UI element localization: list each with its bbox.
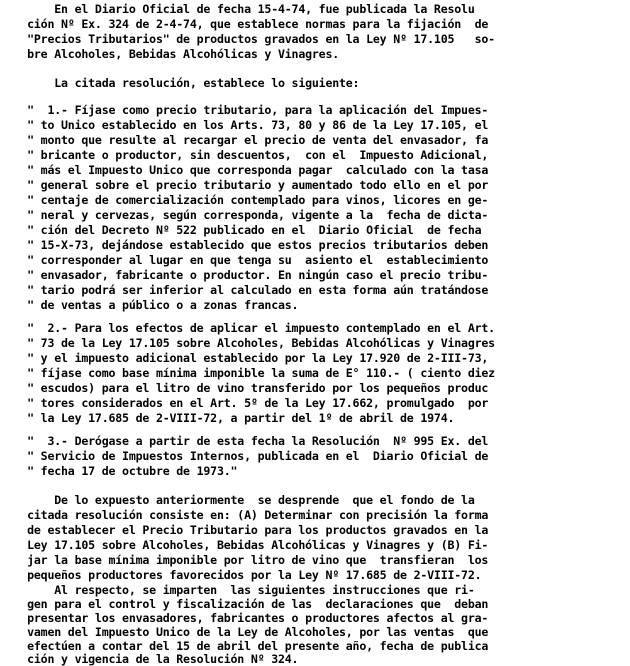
text-line: " centaje de comercialización contemplado para vinos, licores en ge-: [0, 193, 489, 207]
text-line: " 15-X-73, dejándose establecido que estos precios tributarios deben: [0, 238, 489, 252]
text-line: " fecha 17 de octubre de 1973.": [0, 464, 238, 478]
text-line: " y el impuesto adicional establecido por la Ley 17.920 de 2-III-73,: [0, 351, 489, 365]
text-line: ción y vigencia de la Resolución Nº 324.: [0, 652, 299, 666]
text-line: " general sobre el precio tributario y aumentado todo ello en el por: [0, 178, 489, 192]
text-line: " 1.- Fíjase como precio tributario, para la aplicación del Impues-: [0, 103, 489, 117]
text-line: " de ventas a público o a zonas francas.: [0, 298, 299, 312]
text-line: " envasador, fabricante o productor. En ningún caso el precio tribu-: [0, 268, 489, 282]
text-line: " más el Impuesto Unico que corresponda pagar calculado con la tasa: [0, 163, 489, 177]
text-line: jar la base mínima imponible por litro de vino que transfieran los: [0, 553, 489, 567]
text-line: " Servicio de Impuestos Internos, publicada en el Diario Oficial de: [0, 449, 489, 463]
text-line: " bricante o productor, sin descuentos, con el Impuesto Adicional,: [0, 148, 489, 162]
text-line: " 2.- Para los efectos de aplicar el impuesto contemplado en el Art.: [0, 321, 495, 335]
text-line: " corresponder al lugar en que tenga su asiento el establecimiento: [0, 253, 489, 267]
text-line: gen para el control y fiscalización de las declaraciones que deban: [0, 597, 489, 611]
text-line: bre Alcoholes, Bebidas Alcohólicas y Vinagres.: [0, 47, 340, 61]
text-line: " monto que resulte al recargar el precio de venta del envasador, fa: [0, 133, 489, 147]
text-line: De lo expuesto anteriormente se desprende que el fondo de la: [0, 493, 475, 507]
text-line: presentar los envasadores, fabricantes o productores afectos al gra-: [0, 611, 489, 625]
text-line: vamen del Impuesto Unico de la Ley de Alcoholes, por las ventas que: [0, 625, 489, 639]
text-line: " 73 de la Ley 17.105 sobre Alcoholes, Bebidas Alcohólicas y Vinagres: [0, 336, 495, 350]
text-line: ción Nº Ex. 324 de 2-4-74, que establece normas para la fijación de: [0, 17, 489, 31]
text-line: citada resolución consiste en: (A) Determinar con precisión la forma: [0, 508, 489, 522]
text-line: " neral y cervezas, según corresponda, vigente a la fecha de dicta-: [0, 208, 489, 222]
text-line: pequeños productores favorecidos por la Ley Nº 17.685 de 2-VIII-72.: [0, 568, 482, 582]
text-line: En el Diario Oficial de fecha 15-4-74, fue publicada la Resolu: [0, 2, 475, 16]
text-line: " ción del Decreto Nº 522 publicado en el Diario Oficial de fecha: [0, 223, 482, 237]
text-line: Ley 17.105 sobre Alcoholes, Bebidas Alcohólicas y Vinagres y (B) Fi-: [0, 538, 489, 552]
text-line: " to Unico establecido en los Arts. 73, 80 y 86 de la Ley 17.105, el: [0, 118, 489, 132]
text-line: "Precios Tributarios" de productos gravados en la Ley Nº 17.105 so-: [0, 32, 495, 46]
text-line: de establecer el Precio Tributario para los productos gravados en la: [0, 523, 489, 537]
text-line: La citada resolución, establece lo siguiente:: [0, 76, 360, 90]
text-line: efectúen a contar del 15 de abril del presente año, fecha de publica: [0, 639, 489, 653]
text-line: Al respecto, se imparten las siguientes instrucciones que ri-: [0, 583, 475, 597]
text-line: " escudos) para el litro de vino transferido por los pequeños produc: [0, 381, 489, 395]
text-line: " 3.- Derógase a partir de esta fecha la Resolución Nº 995 Ex. del: [0, 434, 489, 448]
text-line: " tores considerados en el Art. 5º de la Ley 17.662, promulgado por: [0, 396, 489, 410]
text-line: " tario podrá ser inferior al calculado en esta forma aún tratándose: [0, 283, 489, 297]
text-line: " fíjase como base mínima imponible la suma de E° 110.- ( ciento diez: [0, 366, 495, 380]
text-line: " la Ley 17.685 de 2-VIII-72, a partir del 1º de abril de 1974.: [0, 411, 455, 425]
